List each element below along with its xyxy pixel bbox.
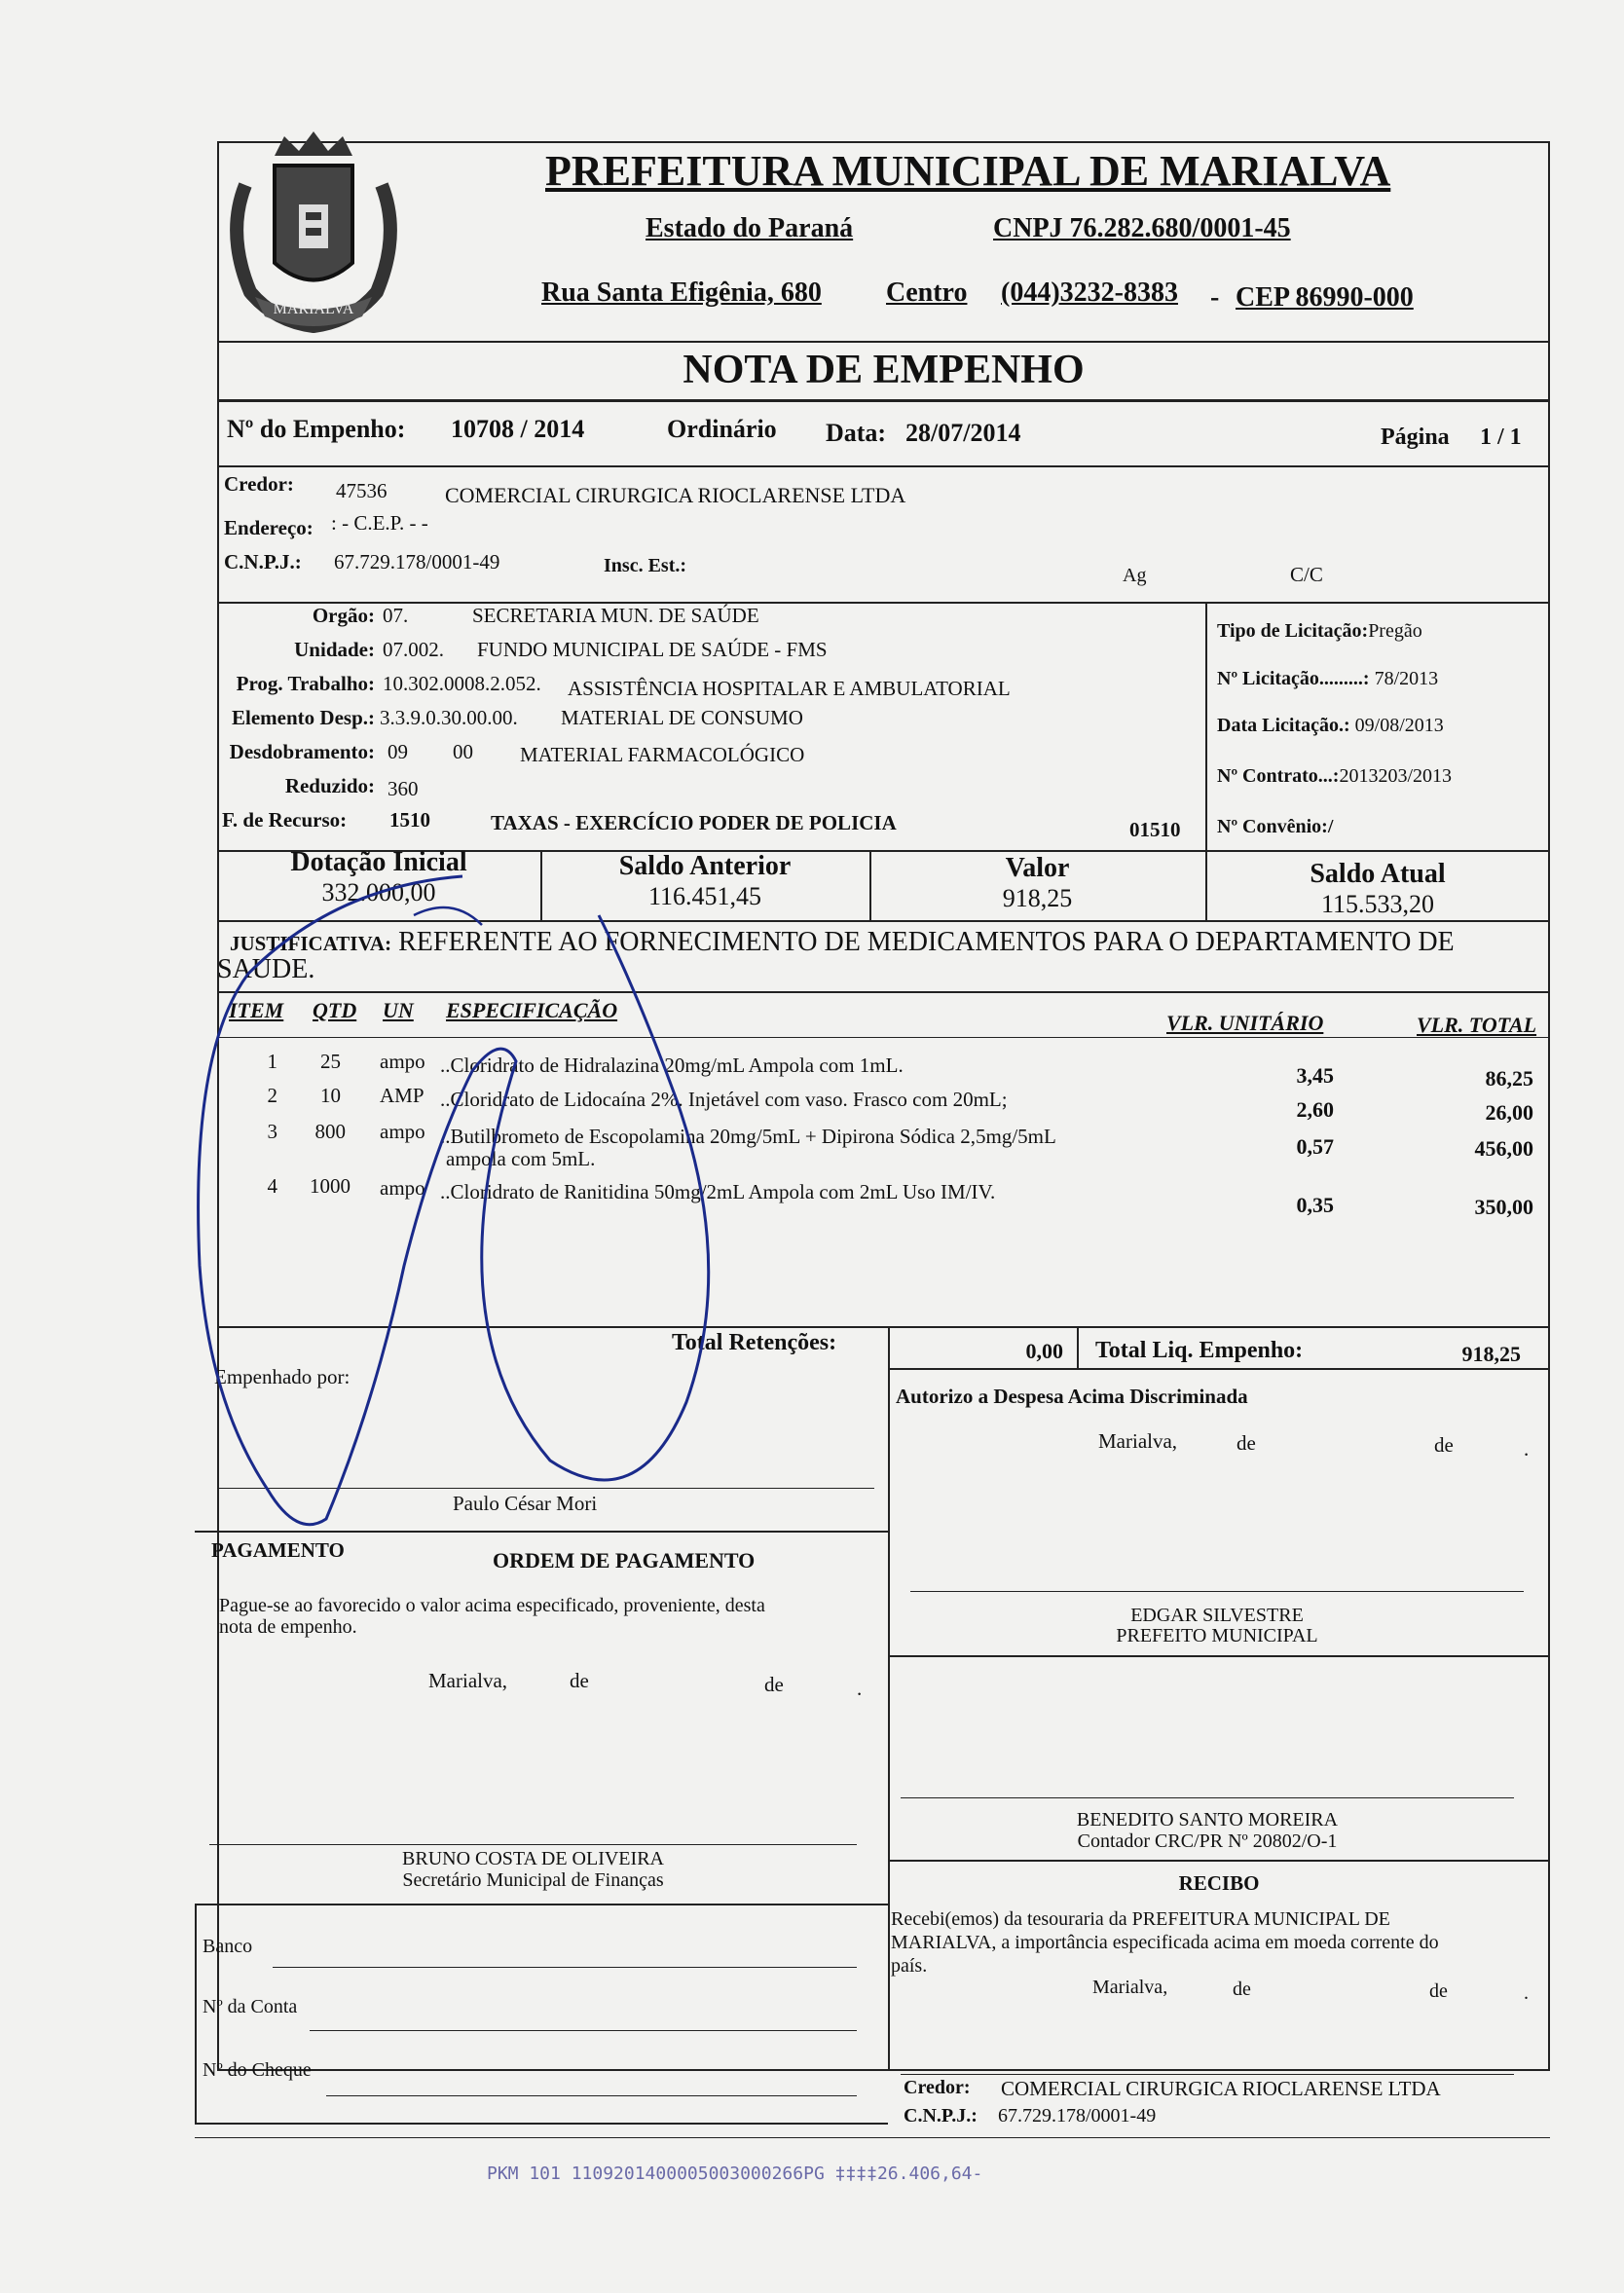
recibo-credor-label: Credor: — [904, 2077, 971, 2098]
cc-label: C/C — [1290, 563, 1323, 586]
item-unit-price: 3,45 — [1296, 1063, 1334, 1088]
crest-label: MARIALVA — [273, 301, 354, 317]
pagamento-dot: . — [857, 1677, 863, 1700]
item-number: 4 — [267, 1174, 277, 1198]
recibo-place: Marialva, — [1092, 1977, 1168, 1998]
elemento-label: Elemento Desp.: — [232, 706, 375, 729]
tipo-licitacao-value: Pregão — [1368, 620, 1422, 642]
item-total: 456,00 — [1474, 1136, 1533, 1161]
item-un: ampo — [380, 1176, 425, 1200]
item-total: 350,00 — [1474, 1195, 1533, 1219]
conta-label: Nº da Conta — [203, 1996, 298, 2017]
signature-line — [901, 1797, 1514, 1798]
retencoes-label: Total Retenções: — [672, 1330, 837, 1355]
handwritten-signature-icon — [190, 857, 735, 1558]
autorizo-de1: de — [1236, 1431, 1256, 1455]
recibo-dot: . — [1524, 1982, 1529, 2004]
items-header-spec: ESPECIFICAÇÃO — [446, 998, 618, 1022]
autorizo-signer-name: EDGAR SILVESTRE — [1130, 1605, 1304, 1626]
dotacao-label: Dotação Inicial — [290, 847, 467, 877]
item-number: 1 — [267, 1050, 277, 1073]
item-total: 26,00 — [1485, 1100, 1533, 1125]
recibo-de1: de — [1233, 1979, 1251, 2000]
pagamento-place: Marialva, — [428, 1669, 508, 1692]
recibo-cnpj-value: 67.729.178/0001-49 — [998, 2105, 1157, 2127]
contrato-label — [1217, 765, 1452, 788]
banco-line — [273, 1967, 857, 1968]
saldo-anterior-value: 116.451,45 — [647, 882, 762, 910]
signature-line — [910, 1591, 1524, 1592]
conta-line — [310, 2030, 857, 2031]
recibo-de2: de — [1429, 1980, 1448, 2002]
divider — [217, 465, 1550, 467]
credor-address: : - C.E.P. - - — [331, 511, 428, 535]
credor-cnpj: 67.729.178/0001-49 — [334, 550, 500, 573]
item-qtd: 25 — [320, 1050, 341, 1073]
orgao-name: SECRETARIA MUN. DE SAÚDE — [472, 604, 759, 627]
licitacao-number-caption: Nº Licitação.........: — [1217, 668, 1370, 689]
desdobramento-code1: 09 — [388, 740, 408, 763]
total-liquido-value: 918,25 — [1461, 1342, 1521, 1366]
reduzido-code: 360 — [388, 777, 419, 800]
item-spec: ..Cloridrato de Hidralazina 20mg/mL Ampola com 1mL. — [440, 1054, 904, 1077]
unidade-code: 07.002. — [383, 638, 444, 661]
autorizo-label: Autorizo a Despesa Acima Discriminada — [896, 1385, 1248, 1408]
recurso-name: TAXAS - EXERCÍCIO PODER DE POLICIA — [491, 811, 897, 834]
autorizo-dot: . — [1524, 1437, 1530, 1461]
date-label: Data: — [826, 419, 887, 447]
pagamento-text-1: Pague-se ao favorecido o valor acima especificado, proveniente, desta — [219, 1595, 765, 1616]
total-liquido-label: Total Liq. Empenho: — [1095, 1338, 1304, 1363]
licitacao-date-value: 09/08/2013 — [1354, 715, 1444, 736]
contrato-caption: Nº Contrato...: — [1217, 765, 1340, 787]
recibo-cnpj-label: C.N.P.J.: — [904, 2105, 978, 2127]
items-header-un: UN — [383, 998, 414, 1022]
licitacao-date-caption: Data Licitação.: — [1217, 715, 1350, 736]
recurso-label: F. de Recurso: — [222, 808, 348, 832]
recurso-code: 1510 — [389, 808, 430, 832]
autorizo-place: Marialva, — [1098, 1429, 1178, 1453]
pagamento-label: PAGAMENTO — [211, 1538, 345, 1562]
item-qtd: 1000 — [310, 1174, 351, 1198]
licitacao-date-label — [1217, 715, 1444, 737]
contador-role: Contador CRC/PR Nº 20802/O-1 — [1077, 1831, 1338, 1852]
cnpj-label: C.N.P.J.: — [224, 550, 302, 573]
divider — [195, 2137, 1550, 2138]
valor-value: 918,25 — [1002, 884, 1073, 912]
municipal-crest-icon — [216, 127, 411, 341]
valor-label: Valor — [1005, 853, 1070, 883]
justificativa-label: JUSTIFICATIVA: — [230, 932, 392, 955]
pagamento-de1: de — [570, 1669, 589, 1692]
empenho-date: 28/07/2014 — [905, 419, 1021, 447]
divider — [888, 1860, 1550, 1862]
divider — [888, 1368, 1550, 1370]
doc-title: NOTA DE EMPENHO — [683, 348, 1085, 392]
items-header-unit: VLR. UNITÁRIO — [1166, 1011, 1324, 1035]
items-header-item: ITEM — [229, 998, 284, 1022]
prog-name: ASSISTÊNCIA HOSPITALAR E AMBULATORIAL — [568, 677, 1011, 700]
divider — [195, 1904, 197, 2123]
saldo-atual-label: Saldo Atual — [1310, 859, 1446, 889]
pagamento-text-2: nota de empenho. — [219, 1616, 357, 1638]
credor-name: COMERCIAL CIRURGICA RIOCLARENSE LTDA — [445, 483, 906, 507]
divider — [888, 1655, 1550, 1657]
prog-label: Prog. Trabalho: — [236, 672, 375, 695]
items-header-qtd: QTD — [313, 998, 357, 1022]
item-unit-price: 0,35 — [1296, 1193, 1334, 1217]
page-label: Página — [1381, 425, 1450, 450]
item-un: ampo — [380, 1120, 425, 1143]
elemento-name: MATERIAL DE CONSUMO — [561, 706, 803, 729]
item-total: 86,25 — [1485, 1066, 1533, 1091]
elemento-code: 3.3.9.0.30.00.00. — [380, 706, 518, 729]
tipo-licitacao-label — [1217, 620, 1422, 643]
recibo-text-1: Recebi(emos) da tesouraria da PREFEITURA MUNICIPAL DE — [891, 1908, 1390, 1930]
empenho-number: 10708 / 2014 — [451, 415, 585, 443]
banco-label: Banco — [203, 1936, 253, 1957]
address-label: Endereço: — [224, 516, 314, 539]
unidade-name: FUNDO MUNICIPAL DE SAÚDE - FMS — [477, 638, 828, 661]
item-qtd: 800 — [314, 1120, 346, 1143]
cep-label: CEP 86990-000 — [1236, 282, 1414, 313]
divider — [217, 602, 1550, 604]
autorizo-de2: de — [1434, 1433, 1454, 1457]
credor-label: Credor: — [224, 472, 294, 496]
licitacao-number-label — [1217, 668, 1438, 690]
items-header-total: VLR. TOTAL — [1417, 1013, 1537, 1037]
bank-stamp: PKM 101 1109201400005003000266PG ‡‡‡‡26.406,64- — [487, 2164, 983, 2184]
desdobramento-code2: 00 — [453, 740, 473, 763]
recurso-number: 01510 — [1129, 818, 1181, 841]
unidade-label: Unidade: — [294, 638, 375, 661]
convenio-label: Nº Convênio:/ — [1217, 816, 1334, 837]
cheque-line — [326, 2095, 857, 2096]
state-label: Estado do Paraná — [646, 213, 854, 243]
district-label: Centro — [886, 277, 968, 308]
signature-line — [209, 1844, 857, 1845]
justificativa-line2: SAUDE. — [217, 954, 315, 984]
reduzido-label: Reduzido: — [284, 774, 375, 797]
phone-label: (044)3232-8383 — [1001, 277, 1178, 308]
orgao-label: Orgão: — [312, 604, 375, 627]
saldo-atual-value: 115.533,20 — [1320, 890, 1435, 918]
recibo-text-2: MARIALVA, a importância especificada acima em moeda corrente do — [891, 1932, 1439, 1953]
orgao-code: 07. — [383, 604, 409, 627]
divider — [195, 1904, 888, 1905]
contador-name: BENEDITO SANTO MOREIRA — [1076, 1809, 1339, 1831]
page-number: 1 / 1 — [1480, 425, 1522, 450]
item-spec: ..Butilbrometo de Escopolamina 20mg/5mL + Dipirona Sódica 2,5mg/5mL — [440, 1125, 1056, 1148]
cheque-label: Nº do Cheque — [203, 2059, 312, 2081]
item-un: AMP — [380, 1084, 424, 1107]
item-spec: ..Cloridrato de Lidocaína 2%. Injetável com vaso. Frasco com 20mL; — [440, 1088, 1008, 1111]
retencoes-value: 0,00 — [1025, 1339, 1063, 1363]
item-number: 2 — [267, 1084, 277, 1107]
ordem-pagamento-title: ORDEM DE PAGAMENTO — [493, 1548, 756, 1572]
item-qtd: 10 — [320, 1084, 341, 1107]
empenho-label: Nº do Empenho: — [227, 415, 406, 443]
empenhado-label: Empenhado por: — [214, 1365, 351, 1388]
item-spec: ..Cloridrato de Ranitidina 50mg/2mL Ampola com 2mL Uso IM/IV. — [440, 1180, 996, 1203]
divider — [1205, 602, 1207, 850]
item-unit-price: 2,60 — [1296, 1097, 1334, 1122]
divider — [888, 1368, 890, 2071]
autorizo-signer-role: PREFEITO MUNICIPAL — [1116, 1625, 1318, 1646]
credor-code: 47536 — [336, 479, 388, 502]
address-dash: - — [1210, 282, 1220, 313]
justificativa-line1: REFERENTE AO FORNECIMENTO DE MEDICAMENTOS PARA O DEPARTAMENTO DE — [398, 927, 1455, 957]
divider — [1077, 1326, 1079, 1369]
desdobramento-name: MATERIAL FARMACOLÓGICO — [520, 743, 805, 766]
item-spec-line2: ampola com 5mL. — [446, 1147, 596, 1170]
saldo-anterior-label: Saldo Anterior — [618, 851, 792, 881]
tipo-licitacao-caption: Tipo de Licitação: — [1217, 620, 1369, 642]
recibo-title: RECIBO — [1178, 1871, 1260, 1895]
street-address: Rua Santa Efigênia, 680 — [541, 277, 822, 308]
dotacao-value: 332.000,00 — [321, 878, 436, 906]
empenhado-signer: Paulo César Mori — [453, 1492, 598, 1515]
recibo-text-3: país. — [891, 1955, 928, 1977]
item-un: ampo — [380, 1050, 425, 1073]
licitacao-number-value: 78/2013 — [1374, 668, 1439, 689]
page-title: PREFEITURA MUNICIPAL DE MARIALVA — [545, 147, 1391, 195]
empenho-type: Ordinário — [667, 415, 777, 443]
desdobramento-label: Desdobramento: — [229, 740, 375, 763]
pagamento-signer-name: BRUNO COSTA DE OLIVEIRA — [402, 1848, 664, 1869]
pagamento-de2: de — [764, 1673, 784, 1696]
signature-line — [901, 2074, 1514, 2075]
contrato-value: 2013203/2013 — [1339, 765, 1453, 787]
item-number: 3 — [267, 1120, 277, 1143]
recibo-credor-name: COMERCIAL CIRURGICA RIOCLARENSE LTDA — [1001, 2077, 1441, 2100]
prog-code: 10.302.0008.2.052. — [383, 672, 541, 695]
cnpj-header: CNPJ 76.282.680/0001-45 — [993, 213, 1291, 243]
ag-label: Ag — [1123, 565, 1147, 586]
item-unit-price: 0,57 — [1296, 1134, 1334, 1159]
divider — [195, 2123, 888, 2125]
divider — [217, 399, 1550, 402]
pagamento-signer-role: Secretário Municipal de Finanças — [402, 1869, 664, 1891]
insc-label: Insc. Est.: — [604, 555, 687, 576]
